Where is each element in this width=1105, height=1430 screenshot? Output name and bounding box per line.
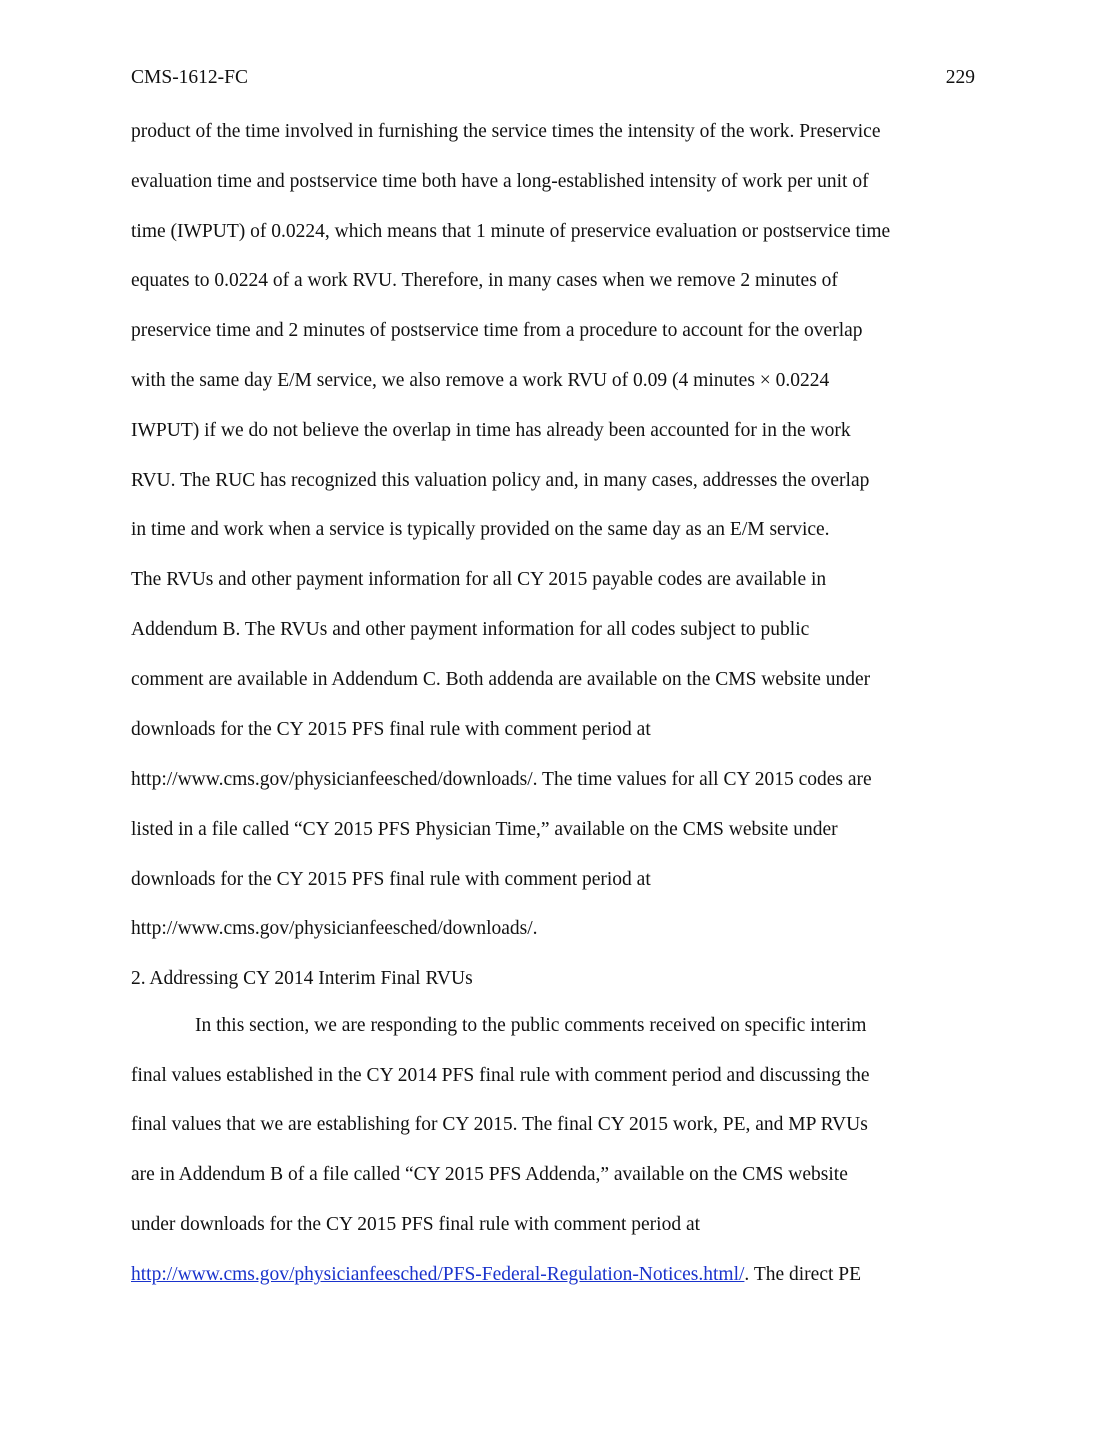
paragraph-line: with the same day E/M service, we also remove a work RVU of 0.09 (4 minutes × 0.0224 xyxy=(131,370,830,391)
paragraph-line: final values established in the CY 2014 PFS final rule with comment period and discussing the xyxy=(131,1065,870,1086)
paragraph-line: are in Addendum B of a file called “CY 2015 PFS Addenda,” available on the CMS website xyxy=(131,1164,848,1185)
paragraph-line: evaluation time and postservice time both have a long-established intensity of work per unit of xyxy=(131,171,869,192)
section-heading: 2. Addressing CY 2014 Interim Final RVUs xyxy=(131,968,473,989)
paragraph-line: comment are available in Addendum C. Both addenda are available on the CMS website under xyxy=(131,669,871,690)
paragraph-line: under downloads for the CY 2015 PFS final rule with comment period at xyxy=(131,1214,701,1235)
paragraph-line: final values that we are establishing for CY 2015. The final CY 2015 work, PE, and MP RVUs xyxy=(131,1114,868,1135)
paragraph-line: http://www.cms.gov/physicianfeesched/downloads/. xyxy=(131,918,538,939)
document-id: CMS-1612-FC xyxy=(131,67,249,88)
paragraph-line: IWPUT) if we do not believe the overlap in time has already been accounted for in the work xyxy=(131,420,851,441)
paragraph-line: The RVUs and other payment information for all CY 2015 payable codes are available in xyxy=(131,569,827,590)
paragraph-line: downloads for the CY 2015 PFS final rule with comment period at xyxy=(131,869,651,890)
page-number: 229 xyxy=(945,67,975,88)
paragraph-line: equates to 0.0224 of a work RVU. Therefore, in many cases when we remove 2 minutes of xyxy=(131,270,838,291)
paragraph-line: product of the time involved in furnishing the service times the intensity of the work. Preservice xyxy=(131,121,881,142)
paragraph-line xyxy=(131,1263,861,1287)
trailing-text: . The direct PE xyxy=(744,1264,862,1285)
pfs-notices-link[interactable]: http://www.cms.gov/physicianfeesched/PFS-Federal-Regulation-Notices.html/ xyxy=(131,1264,745,1285)
paragraph-line: time (IWPUT) of 0.0224, which means that 1 minute of preservice evaluation or postservice time xyxy=(131,221,891,242)
paragraph-line: listed in a file called “CY 2015 PFS Physician Time,” available on the CMS website under xyxy=(131,819,838,840)
paragraph-line: Addendum B. The RVUs and other payment information for all codes subject to public xyxy=(131,619,810,640)
paragraph-line: RVU. The RUC has recognized this valuation policy and, in many cases, addresses the overlap xyxy=(131,470,870,491)
paragraph-line: in time and work when a service is typically provided on the same day as an E/M service. xyxy=(131,519,830,540)
paragraph-line: http://www.cms.gov/physicianfeesched/downloads/. The time values for all CY 2015 codes are xyxy=(131,769,872,790)
paragraph-line: downloads for the CY 2015 PFS final rule with comment period at xyxy=(131,719,651,740)
paragraph-line: In this section, we are responding to the public comments received on specific interim xyxy=(195,1015,867,1036)
paragraph-line: preservice time and 2 minutes of postservice time from a procedure to account for the overlap xyxy=(131,320,863,341)
